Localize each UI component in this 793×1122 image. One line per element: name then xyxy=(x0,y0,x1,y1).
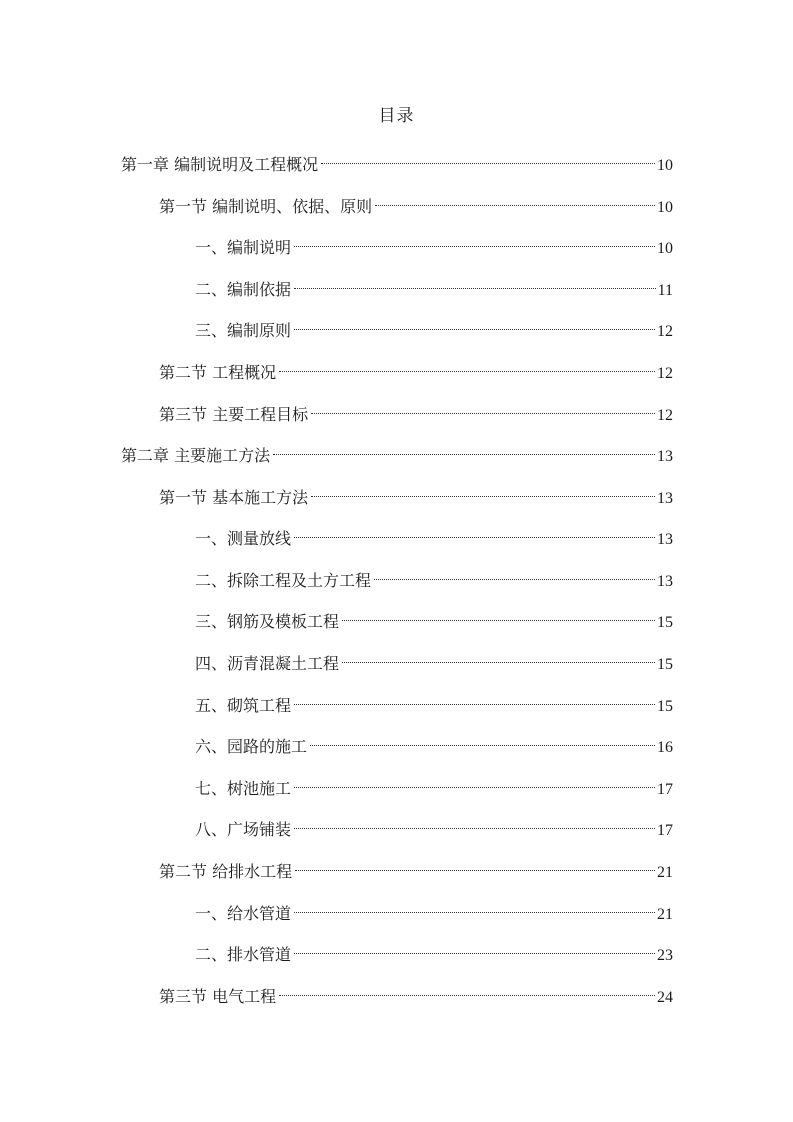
dot-leader xyxy=(294,687,655,711)
dot-leader xyxy=(279,354,655,378)
dot-leader xyxy=(375,188,655,212)
toc-entry-page-number: 21 xyxy=(657,906,673,923)
toc-entry-page-number: 10 xyxy=(657,240,673,257)
toc-entry-label: 第一节 基本施工方法 xyxy=(159,488,309,507)
dot-leader xyxy=(294,895,655,919)
toc-entry-page-number: 12 xyxy=(657,365,673,382)
dot-leader xyxy=(294,229,655,253)
dot-leader xyxy=(311,396,655,420)
toc-entry-item[interactable] xyxy=(195,936,673,964)
toc-entry-label: 第一章 编制说明及工程概况 xyxy=(121,155,319,174)
dot-leader xyxy=(295,853,655,877)
toc-entry-page-number: 17 xyxy=(657,822,673,839)
toc-entry-label: 第三节 电气工程 xyxy=(159,987,277,1006)
toc-entry-item[interactable] xyxy=(195,687,673,715)
toc-entry-page-number: 15 xyxy=(657,614,673,631)
toc-entry-item[interactable] xyxy=(195,645,673,673)
toc-title: 目录 xyxy=(378,106,415,126)
dot-leader xyxy=(279,978,655,1002)
toc-entry-page-number: 15 xyxy=(657,698,673,715)
toc-entry-chapter[interactable] xyxy=(121,437,673,465)
toc-entry-label: 六、园路的施工 xyxy=(195,737,308,756)
dot-leader xyxy=(273,437,655,461)
toc-entry-page-number: 23 xyxy=(657,947,673,964)
toc-entry-item[interactable] xyxy=(195,728,673,756)
toc-entry-label: 第二节 工程概况 xyxy=(159,363,277,382)
dot-leader xyxy=(294,312,655,336)
toc-entry-page-number: 10 xyxy=(657,157,673,174)
toc-entry-page-number: 12 xyxy=(657,323,673,340)
toc-entry-label: 第三节 主要工程目标 xyxy=(159,405,309,424)
toc-entry-item[interactable] xyxy=(195,520,673,548)
toc-entry-label: 三、编制原则 xyxy=(195,321,292,340)
toc-entry-label: 八、广场铺装 xyxy=(195,820,292,839)
toc-entry-page-number: 13 xyxy=(657,448,673,465)
toc-entry-item[interactable] xyxy=(195,770,673,798)
toc-entry-page-number: 13 xyxy=(657,531,673,548)
toc-entry-section[interactable] xyxy=(159,354,673,382)
toc-entry-item[interactable] xyxy=(195,271,673,299)
toc-entry-page-number: 17 xyxy=(657,781,673,798)
dot-leader xyxy=(374,562,655,586)
dot-leader xyxy=(342,645,655,669)
toc-entry-section[interactable] xyxy=(159,853,673,881)
toc-entry-page-number: 15 xyxy=(657,656,673,673)
toc-entry-chapter[interactable] xyxy=(121,146,673,174)
dot-leader xyxy=(294,520,655,544)
toc-entry-page-number: 11 xyxy=(657,282,673,299)
toc-entry-item[interactable] xyxy=(195,229,673,257)
toc-entry-label: 二、排水管道 xyxy=(195,945,292,964)
dot-leader xyxy=(342,603,655,627)
toc-entry-label: 一、测量放线 xyxy=(195,529,292,548)
toc-entry-label: 一、编制说明 xyxy=(195,238,292,257)
dot-leader xyxy=(294,936,655,960)
toc-entry-label: 一、给水管道 xyxy=(195,904,292,923)
toc-entry-label: 七、树池施工 xyxy=(195,779,292,798)
dot-leader xyxy=(294,770,655,794)
toc-entry-label: 三、钢筋及模板工程 xyxy=(195,612,340,631)
dot-leader xyxy=(294,811,655,835)
toc-entry-item[interactable] xyxy=(195,312,673,340)
toc-entry-item[interactable] xyxy=(195,562,673,590)
toc-entry-page-number: 21 xyxy=(657,864,673,881)
toc-entry-section[interactable] xyxy=(159,978,673,1006)
toc-entry-item[interactable] xyxy=(195,895,673,923)
toc-entry-page-number: 16 xyxy=(657,739,673,756)
dot-leader xyxy=(311,479,655,503)
toc-entry-label: 二、拆除工程及土方工程 xyxy=(195,571,372,590)
toc-entry-section[interactable] xyxy=(159,396,673,424)
toc-entry-label: 四、沥青混凝土工程 xyxy=(195,654,340,673)
toc-entry-page-number: 10 xyxy=(657,199,673,216)
toc-entry-label: 第二节 给排水工程 xyxy=(159,862,293,881)
toc-entry-page-number: 13 xyxy=(657,573,673,590)
toc-entry-page-number: 13 xyxy=(657,490,673,507)
dot-leader xyxy=(321,146,655,170)
toc-entry-page-number: 24 xyxy=(657,989,673,1006)
toc-entry-section[interactable] xyxy=(159,479,673,507)
toc-entry-section[interactable] xyxy=(159,188,673,216)
toc-entry-item[interactable] xyxy=(195,811,673,839)
toc-entry-label: 第二章 主要施工方法 xyxy=(121,446,271,465)
toc-entry-page-number: 12 xyxy=(657,407,673,424)
toc-entry-item[interactable] xyxy=(195,603,673,631)
toc-entry-label: 五、砌筑工程 xyxy=(195,696,292,715)
dot-leader xyxy=(294,271,656,295)
dot-leader xyxy=(310,728,655,752)
toc-entry-label: 二、编制依据 xyxy=(195,280,292,299)
toc-entry-label: 第一节 编制说明、依据、原则 xyxy=(159,197,373,216)
